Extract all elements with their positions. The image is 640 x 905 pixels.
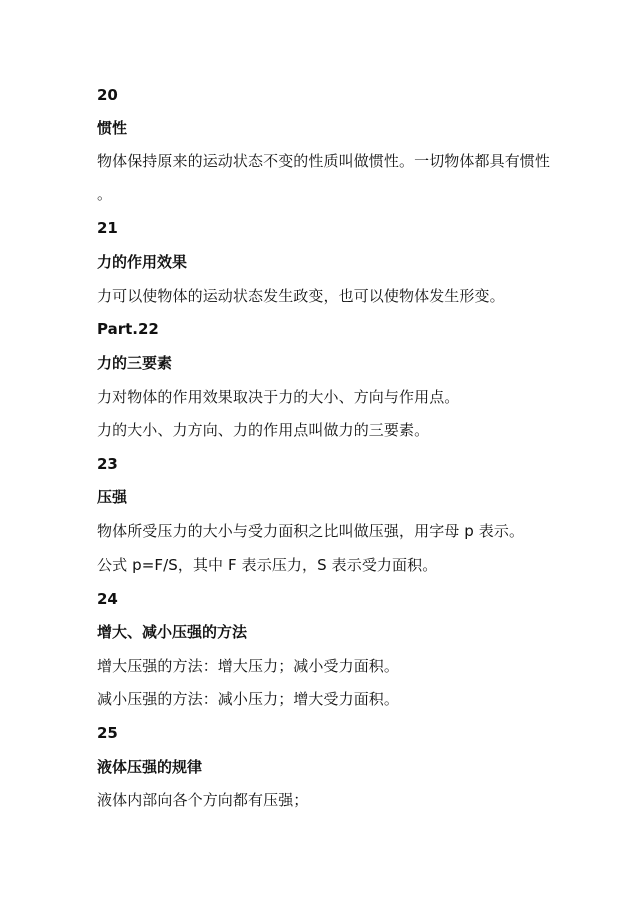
section-number: 21 [97, 219, 118, 237]
section-heading: 力的三要素 [97, 354, 173, 372]
section-heading: 液体压强的规律 [97, 758, 203, 776]
paragraph: 液体内部向各个方向都有压强； [97, 791, 309, 809]
paragraph: 公式 p=F/S，其中 F 表示压力，S 表示受力面积。 [97, 556, 438, 574]
paragraph: 力可以使物体的运动状态发生政变，也可以使物体发生形变。 [97, 287, 505, 305]
section-number: 23 [97, 455, 118, 473]
paragraph: 。 [97, 185, 113, 203]
paragraph: 物体保持原来的运动状态不变的性质叫做惯性。一切物体都具有惯性 [97, 152, 551, 170]
paragraph: 力对物体的作用效果取决于力的大小、方向与作用点。 [97, 388, 460, 406]
paragraph: 减小压强的方法：减小压力；增大受力面积。 [97, 690, 400, 708]
section-heading: 压强 [97, 488, 128, 506]
paragraph: 增大压强的方法：增大压力；减小受力面积。 [97, 657, 400, 675]
paragraph: 物体所受压力的大小与受力面积之比叫做压强，用字母 p 表示。 [97, 522, 525, 540]
section-heading: 惯性 [97, 119, 128, 137]
paragraph: 力的大小、力方向、力的作用点叫做力的三要素。 [97, 421, 430, 439]
section-number: 20 [97, 86, 118, 104]
section-number: 25 [97, 724, 118, 742]
section-heading: 增大、减小压强的方法 [97, 623, 248, 641]
section-heading: 力的作用效果 [97, 253, 188, 271]
section-number: 24 [97, 590, 118, 608]
section-number: Part.22 [97, 320, 159, 338]
